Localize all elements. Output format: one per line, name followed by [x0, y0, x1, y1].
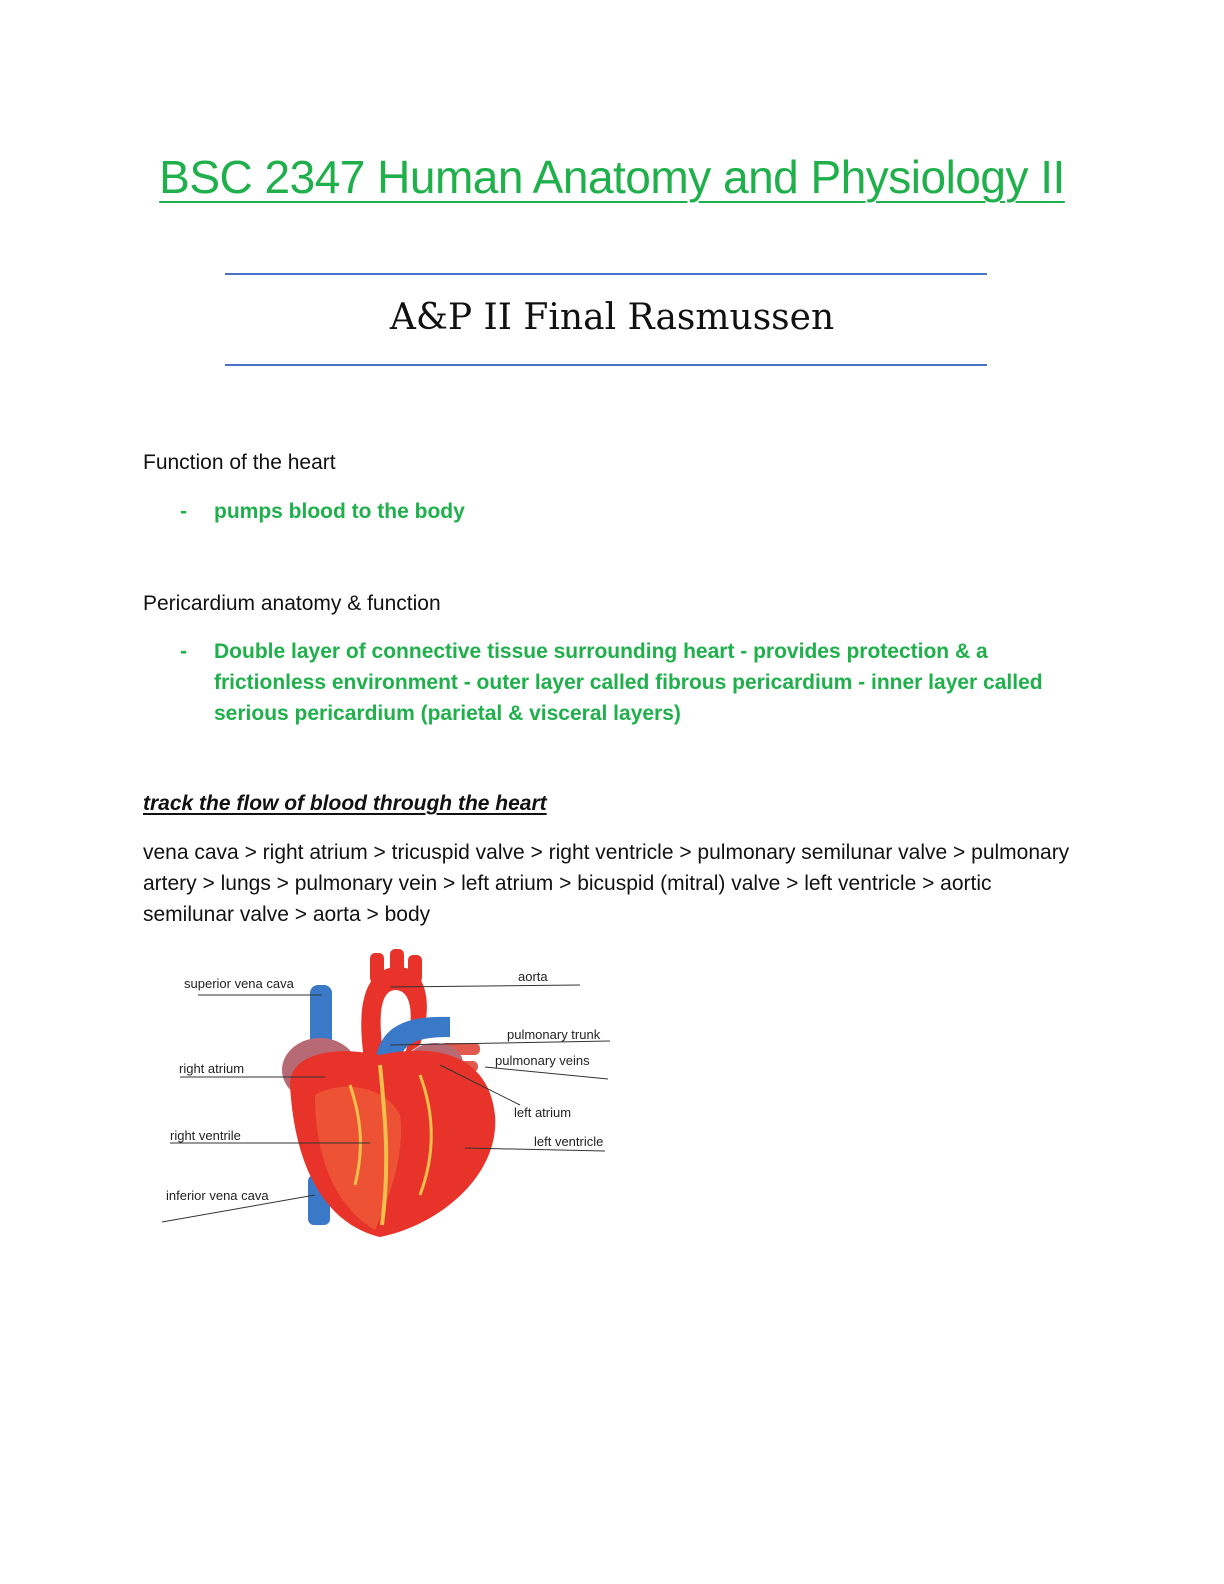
bullet-pericardium-text: Double layer of connective tissue surrounding heart - provides protection & a frictionless environment - outer layer called fibrous pericardium - inner layer called serious pericardium (parietal & visceral layers) — [214, 640, 1043, 725]
bullet-marker: - — [180, 500, 187, 523]
heart-diagram — [150, 945, 622, 1245]
bullet-pericardium — [180, 636, 1060, 729]
label-pulmonary-veins: pulmonary veins — [495, 1053, 590, 1068]
title-divider-bottom — [225, 364, 987, 366]
label-aorta: aorta — [518, 969, 548, 984]
heading-function: Function of the heart — [143, 451, 336, 474]
blood-flow-text: vena cava > right atrium > tricuspid valve > right ventricle > pulmonary semilunar valve > pulmonary artery > lungs > pulmonary vein > left atrium > bicuspid (mitral) valve > left ventricle > aortic semilunar valve > aorta > body — [143, 841, 1070, 926]
bullet-marker: - — [180, 640, 187, 663]
heading-pericardium: Pericardium anatomy & function — [143, 592, 441, 615]
bullet-function — [180, 496, 1060, 527]
bullet-function-text: pumps blood to the body — [214, 500, 465, 523]
heading-blood-flow: track the flow of blood through the heart — [143, 792, 547, 815]
label-right-ventrile: right ventrile — [170, 1128, 241, 1143]
title-divider-top — [225, 273, 987, 275]
label-inferior-vena-cava: inferior vena cava — [166, 1188, 269, 1203]
subtitle: A&P II Final Rasmussen — [389, 297, 835, 338]
course-title: BSC 2347 Human Anatomy and Physiology II — [159, 151, 1065, 203]
label-right-atrium: right atrium — [179, 1061, 245, 1076]
label-superior-vena-cava: superior vena cava — [184, 976, 294, 991]
label-left-ventricle: left ventricle — [534, 1134, 604, 1149]
label-pulmonary-trunk: pulmonary trunk — [507, 1027, 601, 1042]
label-left-atrium: left atrium — [514, 1105, 572, 1120]
